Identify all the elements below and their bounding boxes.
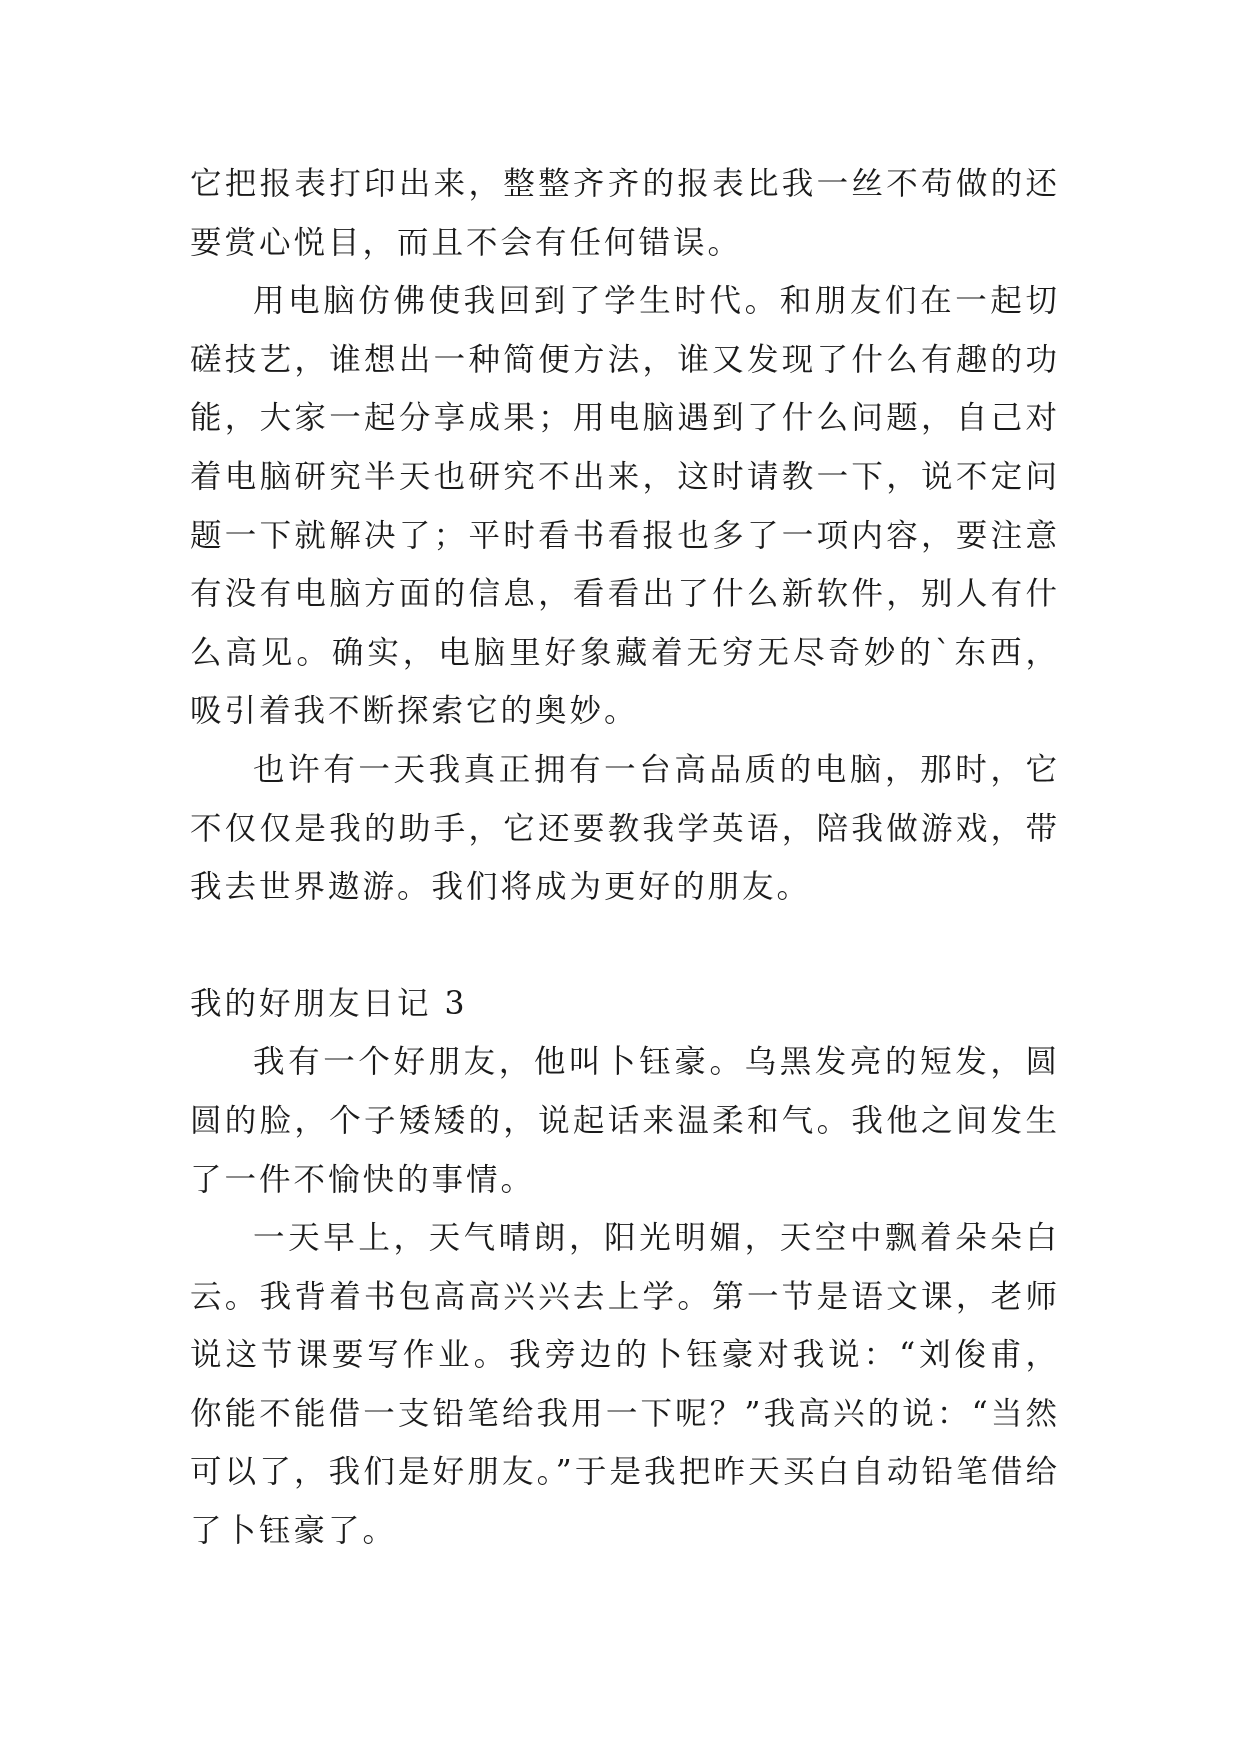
- paragraph-continuation: 它把报表打印出来，整整齐齐的报表比我一丝不苟做的还要赏心悦目，而且不会有任何错误。: [190, 166, 1060, 261]
- paragraph-friend-intro: 我有一个好朋友，他叫卜钰豪。乌黑发亮的短发，圆圆的脸，个子矮矮的，说起话来温柔和气。我他之间发生了一件不愉快的事情。: [190, 1044, 1060, 1198]
- section-gap: [190, 917, 1060, 975]
- section-heading: 我的好朋友日记 3: [190, 985, 468, 1022]
- paragraph-pencil-story: 一天早上，天气晴朗，阳光明媚，天空中飘着朵朵白云。我背着书包高高兴兴去上学。第一节是语文课，老师说这节课要写作业。我旁边的卜钰豪对我说：“刘俊甫，你能不能借一支铅笔给我用一下呢？”我高兴的说：“当然可以了，我们是好朋友。”于是我把昨天买白自动铅笔借给了卜钰豪了。: [190, 1220, 1060, 1550]
- paragraph-computer-friends: 用电脑仿佛使我回到了学生时代。和朋友们在一起切磋技艺，谁想出一种简便方法，谁又发现了什么有趣的功能，大家一起分享成果；用电脑遇到了什么问题，自己对着电脑研究半天也研究不出来，这时请教一下，说不定问题一下就解决了；平时看书看报也多了一项内容，要注意有没有电脑方面的信息，看看出了什么新软件，别人有什么高见。确实，电脑里好象藏着无穷无尽奇妙的`东西，吸引着我不断探索它的奥妙。: [190, 283, 1060, 730]
- paragraph-future-computer: 也许有一天我真正拥有一台高品质的电脑，那时，它不仅仅是我的助手，它还要教我学英语，陪我做游戏，带我去世界遨游。我们将成为更好的朋友。: [190, 751, 1060, 906]
- document-body: [190, 155, 1060, 1561]
